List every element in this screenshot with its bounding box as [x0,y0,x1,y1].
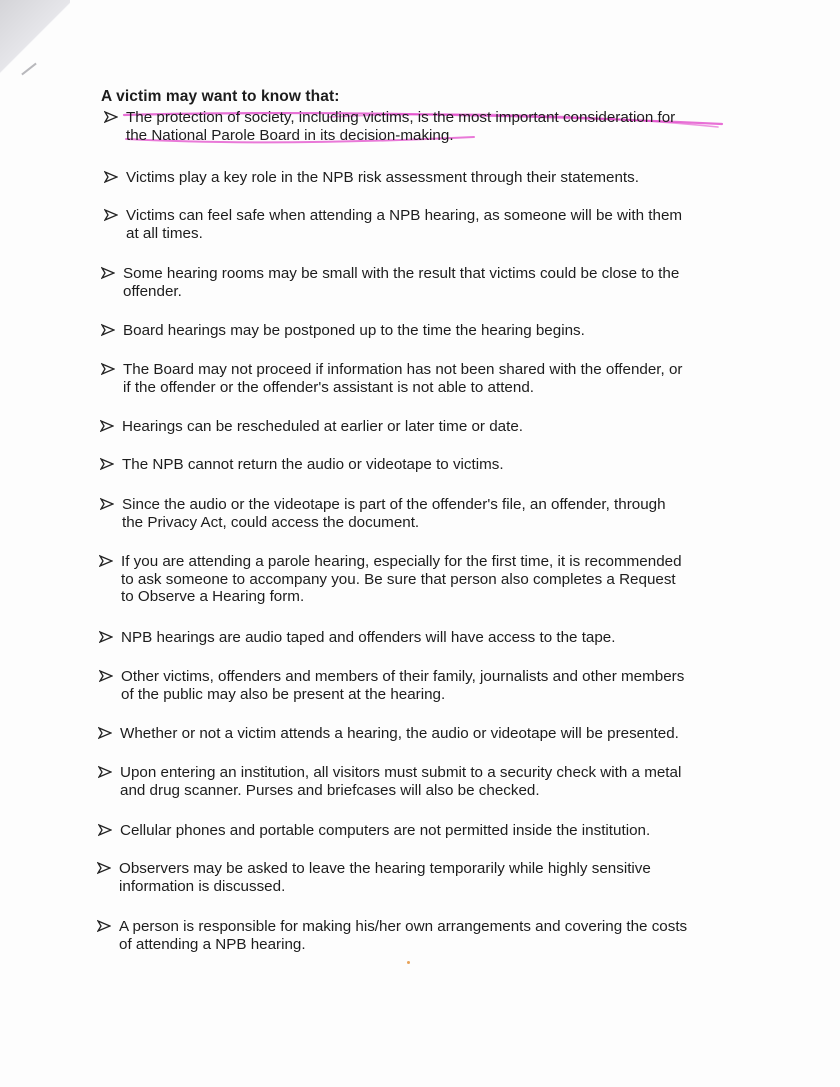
arrowhead-bullet-icon [98,823,112,837]
list-item-line: If you are attending a parole hearing, especially for the first time, it is recommended [121,553,682,570]
list-item-text [123,322,585,340]
list-item-line: Upon entering an institution, all visitors must submit to a security check with a metal [120,764,682,781]
arrowhead-bullet-icon [100,497,114,511]
arrowhead-bullet-icon [104,110,118,124]
arrowhead-bullet-icon [104,208,118,222]
list-item-text [120,725,679,743]
list-item-text [121,553,682,606]
list-item-line: NPB hearings are audio taped and offenders will have access to the tape. [121,629,616,646]
list-item-line: The NPB cannot return the audio or videotape to victims. [122,456,504,473]
list-item-line: the Privacy Act, could access the document. [122,513,420,531]
arrowhead-bullet-icon [101,362,115,376]
list-item-text [121,668,684,703]
list-item-line: and drug scanner. Purses and briefcases will also be checked. [120,781,540,799]
page-corner-shadow [0,0,70,90]
list-item-line: A person is responsible for making his/her own arrangements and covering the costs [119,918,688,935]
arrowhead-bullet-icon [99,630,113,644]
arrowhead-bullet-icon [99,554,113,568]
list-item-line: Cellular phones and portable computers are not permitted inside the institution. [120,822,651,839]
list-item-line: of the public may also be present at the hearing. [121,685,446,703]
list-item-line: of attending a NPB hearing. [119,935,306,953]
list-item-text [126,109,675,144]
list-item-line: to Observe a Hearing form. [121,588,305,605]
arrowhead-bullet-icon [97,919,111,933]
list-item-line: Victims play a key role in the NPB risk assessment through their statements. [126,169,639,186]
list-item-line: Victims can feel safe when attending a NPB hearing, as someone will be with them [126,207,683,224]
list-item-line: Observers may be asked to leave the hearing temporarily while highly sensitive [119,860,651,877]
list-item-text [123,361,682,396]
list-item-line: The Board may not proceed if information has not been shared with the offender, or [123,361,683,378]
list-item-text [122,418,523,436]
list-item-line: if the offender or the offender's assistant is not able to attend. [123,378,534,396]
arrowhead-bullet-icon [101,266,115,280]
arrowhead-bullet-icon [104,170,118,184]
arrowhead-bullet-icon [98,726,112,740]
list-item-text [121,629,615,647]
list-item-line: Some hearing rooms may be small with the result that victims could be close to the [123,265,680,282]
list-item-line: information is discussed. [119,877,286,895]
list-item-line: Hearings can be rescheduled at earlier or later time or date. [122,418,523,435]
section-heading: A victim may want to know that: [101,88,340,105]
list-item-text [123,265,679,300]
list-item-text [122,456,504,474]
list-item-line: Since the audio or the videotape is part of the offender's file, an offender, through [122,496,666,513]
list-item-text [119,918,687,953]
list-item-line: the National Parole Board in its decision-making. [126,126,454,144]
scan-speck [407,961,410,964]
list-item-line: Whether or not a victim attends a hearing, the audio or videotape will be presented. [120,725,679,742]
list-item-text [122,496,666,531]
list-item-line: offender. [123,282,182,300]
arrowhead-bullet-icon [97,861,111,875]
arrowhead-bullet-icon [98,765,112,779]
list-item-text [119,860,651,895]
arrowhead-bullet-icon [99,669,113,683]
list-item-line: Board hearings may be postponed up to the time the hearing begins. [123,322,585,339]
arrowhead-bullet-icon [100,419,114,433]
list-item-line: at all times. [126,224,203,242]
arrowhead-bullet-icon [101,323,115,337]
arrowhead-bullet-icon [100,457,114,471]
list-item-line: to ask someone to accompany you. Be sure that person also completes a Request [121,570,676,588]
list-item-line: The protection of society, including victims, is the most important consideration for [126,109,676,126]
list-item-text [120,822,650,840]
list-item-text [126,169,639,187]
list-item-line: Other victims, offenders and members of their family, journalists and other members [121,668,685,685]
list-item-text [126,207,682,242]
list-item-text [120,764,681,799]
